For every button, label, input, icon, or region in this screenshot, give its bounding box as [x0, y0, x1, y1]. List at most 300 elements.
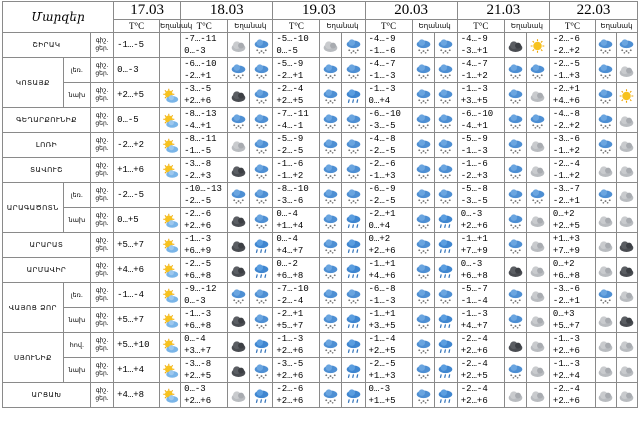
day-temp: -1…-4 — [117, 290, 145, 300]
night-temp: 0…-3 — [184, 384, 206, 394]
cloud-icon — [597, 336, 614, 355]
night-temp: -1…-6 — [276, 159, 304, 169]
day-temp: -2…+1 — [276, 71, 304, 81]
night-temp: 0…-4 — [184, 334, 206, 344]
subregion-label: նախ — [63, 358, 90, 383]
weather-icon-cell — [412, 258, 434, 283]
dark-cloud-icon — [618, 236, 635, 255]
weather-icon-cell — [320, 158, 342, 183]
day-temp: +6…+8 — [552, 271, 580, 281]
weather-icon-cell — [526, 33, 549, 58]
temperature-cell — [114, 383, 160, 408]
weather-icon-cell — [616, 358, 637, 383]
table-row — [3, 33, 638, 58]
temperature-cell — [457, 333, 504, 358]
weather-icon-cell — [596, 158, 617, 183]
cloud-icon — [529, 261, 546, 280]
snow-icon — [415, 261, 432, 280]
snow-icon — [597, 36, 614, 55]
weather-col-header: Եղանակ — [596, 20, 638, 33]
weather-icon-cell — [434, 358, 457, 383]
regions-header: Մարզեր — [3, 2, 114, 33]
day-temp: -2…+2 — [117, 140, 145, 150]
day-temp: -2…-5 — [184, 196, 212, 206]
weather-icon-cell — [504, 283, 526, 308]
weather-icon-cell — [228, 58, 250, 83]
dark-cloud-icon — [230, 161, 247, 180]
night-temp: -5…-9 — [460, 134, 488, 144]
subregion-label: լեռ. — [63, 283, 90, 308]
day-temp: -3…+1 — [460, 46, 488, 56]
day-temp: +2…+6 — [460, 346, 488, 356]
weather-col-header: Եղանակ — [504, 20, 549, 33]
temperature-cell — [114, 258, 160, 283]
weather-icon-cell — [228, 183, 250, 208]
weather-icon-cell — [320, 108, 342, 133]
table-row — [3, 233, 638, 258]
snow-icon — [415, 336, 432, 355]
snow-icon — [437, 136, 454, 155]
temperature-cell — [549, 133, 595, 158]
night-temp: -6…-10 — [460, 109, 494, 119]
snow-icon — [253, 186, 270, 205]
night-label: գիշ. — [95, 212, 109, 219]
weather-icon-cell — [616, 233, 637, 258]
temperature-cell — [181, 283, 228, 308]
night-temp: -8…-13 — [184, 109, 217, 119]
weather-icon-cell — [320, 383, 342, 408]
weather-icon-cell — [160, 108, 181, 133]
day-temp: +5…+7 — [117, 240, 145, 250]
weather-icon-cell — [434, 83, 457, 108]
cloud-icon — [618, 361, 635, 380]
day-temp: +2…+6 — [460, 221, 488, 231]
temperature-cell — [549, 333, 595, 358]
temperature-cell — [114, 208, 160, 233]
weather-icon-cell — [320, 83, 342, 108]
day-temp: -4…+1 — [460, 121, 488, 131]
day-temp: -1…-5 — [117, 40, 145, 50]
snow-icon — [437, 111, 454, 130]
weather-icon-cell — [526, 383, 549, 408]
weather-icon-cell — [228, 208, 250, 233]
weather-col-header: Եղանակ — [320, 20, 365, 33]
night-temp: -1…-3 — [368, 84, 396, 94]
weather-icon-cell — [320, 358, 342, 383]
day-temp: -1…-6 — [368, 46, 396, 56]
dark-cloud-icon — [230, 211, 247, 230]
snow-icon — [415, 311, 432, 330]
snow-icon — [507, 186, 524, 205]
night-label: գիշ. — [95, 387, 109, 394]
day-temp: -1…-3 — [460, 146, 488, 156]
rain-icon — [345, 311, 362, 330]
cloud-icon — [597, 361, 614, 380]
weather-icon-cell — [434, 333, 457, 358]
day-temp: +6…+8 — [184, 321, 212, 331]
night-temp: -2…-5 — [184, 259, 212, 269]
temperature-cell — [114, 183, 160, 208]
region-name: ՇԻՐԱԿ — [3, 33, 91, 58]
weather-icon-cell — [250, 358, 273, 383]
night-temp: -1…-3 — [552, 334, 580, 344]
night-temp: -10…-13 — [184, 184, 222, 194]
temperature-cell — [457, 383, 504, 408]
weather-icon-cell — [342, 333, 365, 358]
snow-icon — [253, 111, 270, 130]
sun-cloud-icon — [162, 336, 179, 355]
temperature-cell — [181, 383, 228, 408]
cloud-icon — [529, 236, 546, 255]
cloud-icon — [618, 61, 635, 80]
weather-icon-cell — [504, 358, 526, 383]
weather-icon-cell — [504, 233, 526, 258]
temperature-cell — [114, 58, 160, 83]
night-label: գիշ. — [95, 62, 109, 69]
weather-icon-cell — [160, 33, 181, 58]
day-temp: +2…+5 — [184, 371, 212, 381]
weather-icon-cell — [160, 233, 181, 258]
temp-col-header: T°C — [273, 20, 320, 33]
night-temp: -1…-3 — [276, 334, 304, 344]
weather-icon-cell — [504, 183, 526, 208]
temp-col-header: T°C — [114, 20, 160, 33]
dark-cloud-icon — [507, 261, 524, 280]
night-temp: -5…-9 — [276, 134, 304, 144]
temperature-cell — [273, 158, 320, 183]
day-temp: 0…+5 — [117, 215, 139, 225]
day-temp: +1…+6 — [117, 165, 145, 175]
day-temp: +2…+6 — [276, 346, 304, 356]
day-temp: +2…+5 — [552, 221, 580, 231]
night-temp: -1…-3 — [460, 84, 488, 94]
temperature-cell — [457, 258, 504, 283]
rain-icon — [253, 336, 270, 355]
night-label: գիշ. — [95, 337, 109, 344]
weather-icon-cell — [596, 33, 617, 58]
weather-icon-cell — [616, 158, 637, 183]
day-temp: +5…+7 — [117, 315, 145, 325]
weather-icon-cell — [616, 33, 637, 58]
day-label: ցեր. — [95, 220, 109, 227]
snow-icon — [322, 261, 339, 280]
sun-cloud-icon — [162, 311, 179, 330]
day-temp: -1…+3 — [552, 71, 580, 81]
snow-icon — [322, 211, 339, 230]
snow-icon — [507, 61, 524, 80]
snow-icon — [529, 61, 546, 80]
cloud-icon — [597, 161, 614, 180]
snow-icon — [253, 61, 270, 80]
night-temp: -5…-9 — [276, 59, 304, 69]
temperature-cell — [549, 233, 595, 258]
weather-icon-cell — [434, 233, 457, 258]
cloud-icon — [618, 286, 635, 305]
night-temp: 0…-4 — [276, 209, 298, 219]
snow-icon — [253, 211, 270, 230]
snow-icon — [529, 111, 546, 130]
temperature-cell — [273, 258, 320, 283]
day-temp: +2…+6 — [368, 246, 396, 256]
temperature-cell — [365, 383, 412, 408]
temperature-cell — [181, 133, 228, 158]
weather-icon-cell — [504, 83, 526, 108]
weather-icon-cell — [526, 83, 549, 108]
weather-icon-cell — [504, 158, 526, 183]
day-temp: -2…+1 — [552, 296, 580, 306]
cloud-icon — [230, 136, 247, 155]
night-temp: -3…-5 — [184, 84, 212, 94]
weather-icon-cell — [228, 258, 250, 283]
snow-icon — [415, 36, 432, 55]
weather-icon-cell — [320, 333, 342, 358]
temperature-cell — [273, 208, 320, 233]
snow-icon — [507, 286, 524, 305]
weather-icon-cell — [504, 308, 526, 333]
day-label: ցեր. — [95, 170, 109, 177]
snow-icon — [322, 111, 339, 130]
temp-col-header: T°C — [181, 20, 228, 33]
dark-cloud-icon — [230, 336, 247, 355]
weather-icon-cell — [320, 258, 342, 283]
weather-icon-cell — [160, 333, 181, 358]
snow-icon — [253, 86, 270, 105]
snow-icon — [322, 286, 339, 305]
weather-icon-cell — [434, 108, 457, 133]
weather-icon-cell — [250, 233, 273, 258]
subregion-label: նախ — [63, 308, 90, 333]
weather-icon-cell — [412, 383, 434, 408]
temperature-cell — [114, 358, 160, 383]
table-row — [3, 383, 638, 408]
snow-icon — [322, 311, 339, 330]
snow-icon — [529, 186, 546, 205]
temperature-cell — [181, 358, 228, 383]
snow-icon — [322, 161, 339, 180]
sun-cloud-icon — [162, 236, 179, 255]
night-temp: -3…-8 — [184, 159, 212, 169]
night-temp: -6…-10 — [184, 59, 217, 69]
temperature-cell — [457, 58, 504, 83]
region-name: ՏԱՎՈՒՇ — [3, 158, 91, 183]
weather-icon-cell — [250, 33, 273, 58]
day-label: ցեր. — [95, 295, 109, 302]
night-temp: -8…-11 — [184, 134, 217, 144]
temp-col-header: T°C — [365, 20, 412, 33]
day-temp: +3…+7 — [184, 346, 212, 356]
rain-icon — [437, 236, 454, 255]
weather-icon-cell — [160, 358, 181, 383]
night-temp: -2…-6 — [276, 384, 304, 394]
day-label: ցեր. — [95, 120, 109, 127]
day-temp: +2…+6 — [184, 396, 212, 406]
day-temp: -1…+2 — [460, 71, 488, 81]
weather-icon-cell — [228, 133, 250, 158]
period-labels — [90, 233, 113, 258]
weather-icon-cell — [412, 208, 434, 233]
weather-icon-cell — [250, 383, 273, 408]
weather-icon-cell — [596, 333, 617, 358]
snow-icon — [437, 161, 454, 180]
weather-icon-cell — [160, 308, 181, 333]
night-label: գիշ. — [95, 187, 109, 194]
night-temp: -2…-6 — [368, 159, 396, 169]
snow-icon — [507, 136, 524, 155]
night-temp: -2…-4 — [460, 384, 488, 394]
weather-icon-cell — [504, 33, 526, 58]
night-temp: -8…-10 — [276, 184, 309, 194]
night-temp: -7…-11 — [276, 109, 309, 119]
snow-icon — [415, 111, 432, 130]
subregion-label: լեռ. — [63, 183, 90, 208]
night-temp: -1…-4 — [368, 334, 396, 344]
weather-icon-cell — [342, 308, 365, 333]
period-labels — [90, 33, 113, 58]
night-label: գիշ. — [95, 262, 109, 269]
snow-icon — [415, 186, 432, 205]
weather-icon-cell — [526, 333, 549, 358]
day-label: ցեր. — [95, 245, 109, 252]
weather-icon-cell — [596, 283, 617, 308]
temperature-cell — [457, 358, 504, 383]
night-temp: -4…-7 — [368, 59, 396, 69]
night-temp: -1…+1 — [368, 309, 396, 319]
temperature-cell — [114, 308, 160, 333]
weather-icon-cell — [250, 133, 273, 158]
night-temp: -3…-6 — [552, 134, 580, 144]
weather-icon-cell — [342, 383, 365, 408]
weather-icon-cell — [596, 58, 617, 83]
weather-icon-cell — [342, 108, 365, 133]
table-row — [3, 308, 638, 333]
day-temp: 0…-3 — [184, 296, 206, 306]
weather-icon-cell — [412, 133, 434, 158]
day-label: ցեր. — [95, 320, 109, 327]
temp-col-header: T°C — [549, 20, 595, 33]
snow-icon — [345, 111, 362, 130]
day-temp: +3…+5 — [460, 96, 488, 106]
weather-icon-cell — [596, 258, 617, 283]
weather-icon-cell — [434, 383, 457, 408]
weather-icon-cell — [342, 33, 365, 58]
period-labels — [90, 83, 113, 108]
night-label: գիշ. — [95, 362, 109, 369]
day-label: ցեր. — [95, 370, 109, 377]
night-temp: -6…-10 — [368, 109, 401, 119]
snow-icon — [322, 86, 339, 105]
temperature-cell — [549, 258, 595, 283]
weather-icon-cell — [412, 158, 434, 183]
temperature-cell — [365, 83, 412, 108]
dark-cloud-icon — [507, 336, 524, 355]
weather-icon-cell — [526, 58, 549, 83]
cloud-icon — [529, 311, 546, 330]
night-temp: -2…+1 — [276, 309, 304, 319]
day-temp: +4…+7 — [276, 246, 304, 256]
weather-icon-cell — [596, 308, 617, 333]
snow-icon — [415, 211, 432, 230]
rain-icon — [253, 236, 270, 255]
temperature-cell — [365, 258, 412, 283]
weather-icon-cell — [228, 83, 250, 108]
weather-icon-cell — [320, 308, 342, 333]
snow-icon — [345, 186, 362, 205]
weather-icon-cell — [320, 283, 342, 308]
rain-icon — [345, 236, 362, 255]
day-temp: 0…-3 — [117, 65, 139, 75]
temperature-cell — [549, 283, 595, 308]
snow-icon — [322, 336, 339, 355]
weather-icon-cell — [504, 58, 526, 83]
night-label: գիշ. — [95, 162, 109, 169]
snow-icon — [345, 136, 362, 155]
weather-icon-cell — [250, 308, 273, 333]
night-temp: -5…-10 — [276, 34, 309, 44]
weather-col-header: Եղանակ — [160, 20, 181, 33]
temperature-cell — [549, 33, 595, 58]
table-row — [3, 83, 638, 108]
weather-icon-cell — [160, 183, 181, 208]
night-temp: -4…-8 — [368, 134, 396, 144]
day-temp: +4…+6 — [368, 271, 396, 281]
night-temp: 0…+3 — [552, 309, 575, 319]
dark-cloud-icon — [507, 36, 524, 55]
snow-icon — [415, 286, 432, 305]
weather-icon-cell — [526, 183, 549, 208]
night-label: գիշ. — [95, 237, 109, 244]
temperature-cell — [114, 333, 160, 358]
weather-col-header: Եղանակ — [412, 20, 457, 33]
sun-cloud-icon — [162, 136, 179, 155]
day-temp: +2…+6 — [184, 221, 212, 231]
weather-icon-cell — [504, 133, 526, 158]
night-temp: -7…-11 — [184, 34, 217, 44]
weather-icon-cell — [160, 258, 181, 283]
weather-icon-cell — [434, 133, 457, 158]
day-temp: -2…-4 — [276, 296, 304, 306]
day-temp: 0…+4 — [368, 96, 391, 106]
temperature-cell — [365, 208, 412, 233]
temperature-cell — [181, 333, 228, 358]
weather-icon-cell — [342, 208, 365, 233]
day-label: ցեր. — [95, 45, 109, 52]
temperature-cell — [181, 158, 228, 183]
snow-icon — [415, 236, 432, 255]
day-temp: +7…+9 — [460, 246, 488, 256]
day-temp: -2…+3 — [460, 171, 488, 181]
night-temp: -9…-12 — [184, 284, 217, 294]
temperature-cell — [549, 208, 595, 233]
weather-icon-cell — [228, 333, 250, 358]
temperature-cell — [273, 108, 320, 133]
weather-icon-cell — [342, 183, 365, 208]
weather-icon-cell — [320, 183, 342, 208]
rain-icon — [437, 211, 454, 230]
weather-icon-cell — [250, 158, 273, 183]
temperature-cell — [114, 133, 160, 158]
temperature-cell — [114, 158, 160, 183]
cloud-icon — [597, 386, 614, 405]
night-temp: -5…-7 — [460, 284, 488, 294]
weather-icon-cell — [616, 333, 637, 358]
table-row — [3, 208, 638, 233]
day-temp: +2…+5 — [117, 90, 145, 100]
day-temp: -2…+2 — [552, 121, 580, 131]
day-temp: +1…+5 — [368, 396, 396, 406]
snow-icon — [507, 161, 524, 180]
cloud-icon — [618, 111, 635, 130]
temperature-cell — [365, 158, 412, 183]
